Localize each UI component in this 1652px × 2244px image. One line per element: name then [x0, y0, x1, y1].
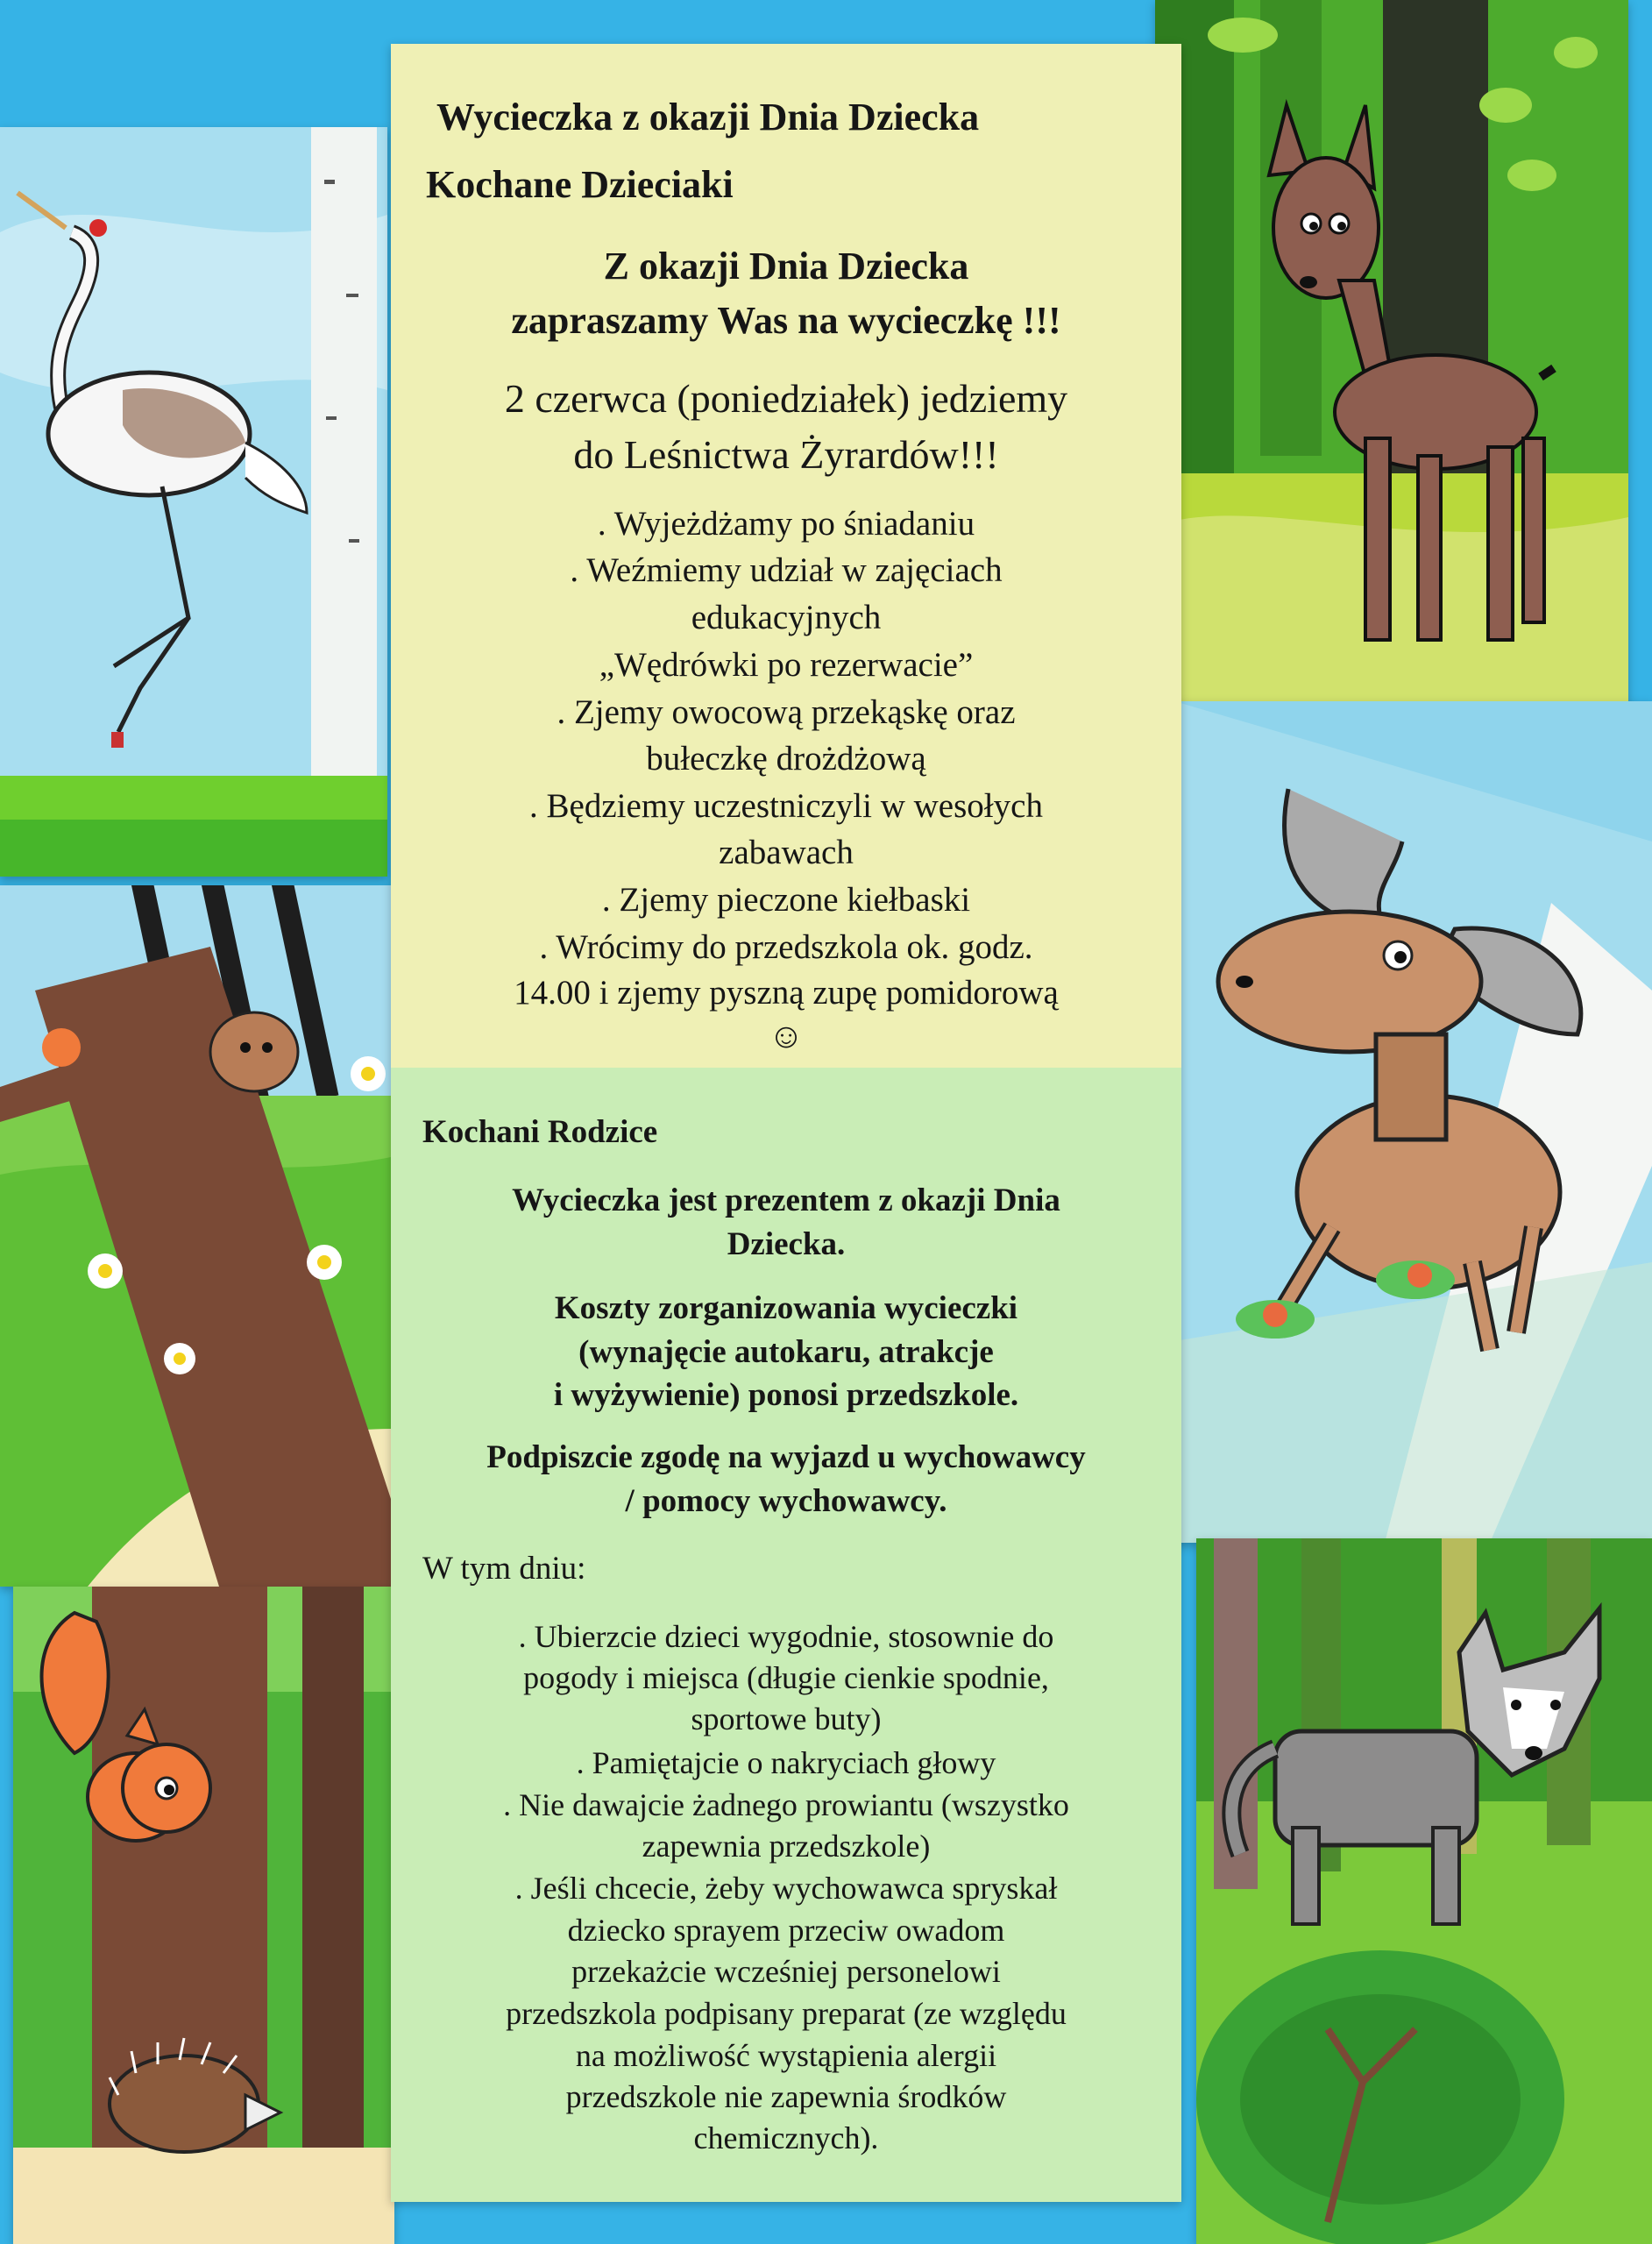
painting-fawn	[0, 885, 391, 1587]
tip-item: sportowe buty)	[691, 1701, 882, 1736]
tip-item: . Pamiętajcie o nakryciach głowy	[576, 1745, 996, 1780]
tip-item: pogody i miejsca (długie cienkie spodnie,	[523, 1660, 1049, 1695]
tip-item: . Ubierzcie dzieci wygodnie, stosownie do	[518, 1619, 1054, 1654]
notice-children-section	[391, 44, 1181, 1068]
plan-item: bułeczkę drożdżową	[646, 740, 926, 778]
tip-item: na możliwość wystąpienia alergii	[575, 2038, 997, 2073]
cost-line-3: i wyżywienie) ponosi przedszkole.	[553, 1377, 1019, 1413]
plan-item: . Zjemy pieczone kiełbaski	[601, 881, 971, 919]
plan-item: . Będziemy uczestniczyli w wesołych	[529, 787, 1043, 825]
cost-line-1: Koszty zorganizowania wycieczki	[554, 1290, 1018, 1326]
tip-item: zapewnia przedszkole)	[642, 1829, 931, 1864]
plan-item: edukacyjnych	[691, 599, 882, 636]
smiley-icon: ☺	[768, 1016, 805, 1055]
notice-title: Wycieczka z okazji Dnia Dziecka	[436, 96, 980, 138]
plan-item: . Wrócimy do przedszkola ok. godz.	[539, 928, 1033, 966]
plan-item: . Zjemy owocową przekąskę oraz	[557, 693, 1016, 731]
tip-item: przedszkole nie zapewnia środków	[565, 2079, 1007, 2114]
painting-squirrel	[13, 1587, 394, 2244]
consent-line-2: / pomocy wychowawcy.	[625, 1483, 947, 1519]
tip-item: . Jeśli chcecie, żeby wychowawca spryskał	[514, 1871, 1058, 1906]
plan-item: . Weźmiemy udział w zajęciach	[570, 551, 1003, 589]
tip-item: przedszkola podpisany preparat (ze względu	[506, 1996, 1067, 2031]
plan-item: 14.00 i zjemy pyszną zupę pomidorową	[514, 974, 1059, 1012]
tip-item: dziecko sprayem przeciw owadom	[567, 1913, 1005, 1948]
notice-sheet	[391, 44, 1181, 2202]
painting-wolf	[1196, 1538, 1652, 2244]
tip-item: . Nie dawajcie żadnego prowiantu (wszystko	[503, 1787, 1069, 1822]
date-line-2: do Leśnictwa Żyrardów!!!	[573, 432, 999, 477]
plan-item: „Wędrówki po rezerwacie”	[599, 646, 974, 684]
plan-item: . Wyjeżdżamy po śniadaniu	[597, 505, 975, 543]
tip-item: przekażcie wcześniej personelowi	[571, 1954, 1001, 1989]
that-day-heading: W tym dniu:	[422, 1551, 586, 1587]
tip-item: chemicznych).	[693, 2120, 879, 2155]
invite-line-1: Z okazji Dnia Dziecka	[603, 245, 969, 288]
gift-line-2: Dziecka.	[727, 1226, 846, 1262]
cost-line-2: (wynajęcie autokaru, atrakcje	[578, 1334, 994, 1370]
painting-moose	[1174, 701, 1652, 1543]
children-greeting: Kochane Dzieciaki	[426, 163, 734, 206]
date-line-1: 2 czerwca (poniedziałek) jedziemy	[504, 376, 1068, 421]
notice-parents-section	[391, 1068, 1181, 2202]
painting-crane	[0, 127, 387, 877]
consent-line-1: Podpiszcie zgodę na wyjazd u wychowawcy	[486, 1439, 1086, 1475]
invite-line-2: zapraszamy Was na wycieczkę !!!	[511, 299, 1061, 342]
parents-greeting: Kochani Rodzice	[422, 1114, 658, 1150]
painting-deer	[1155, 0, 1628, 706]
plan-item: zabawach	[719, 834, 854, 871]
gift-line-1: Wycieczka jest prezentem z okazji Dnia	[512, 1182, 1060, 1218]
